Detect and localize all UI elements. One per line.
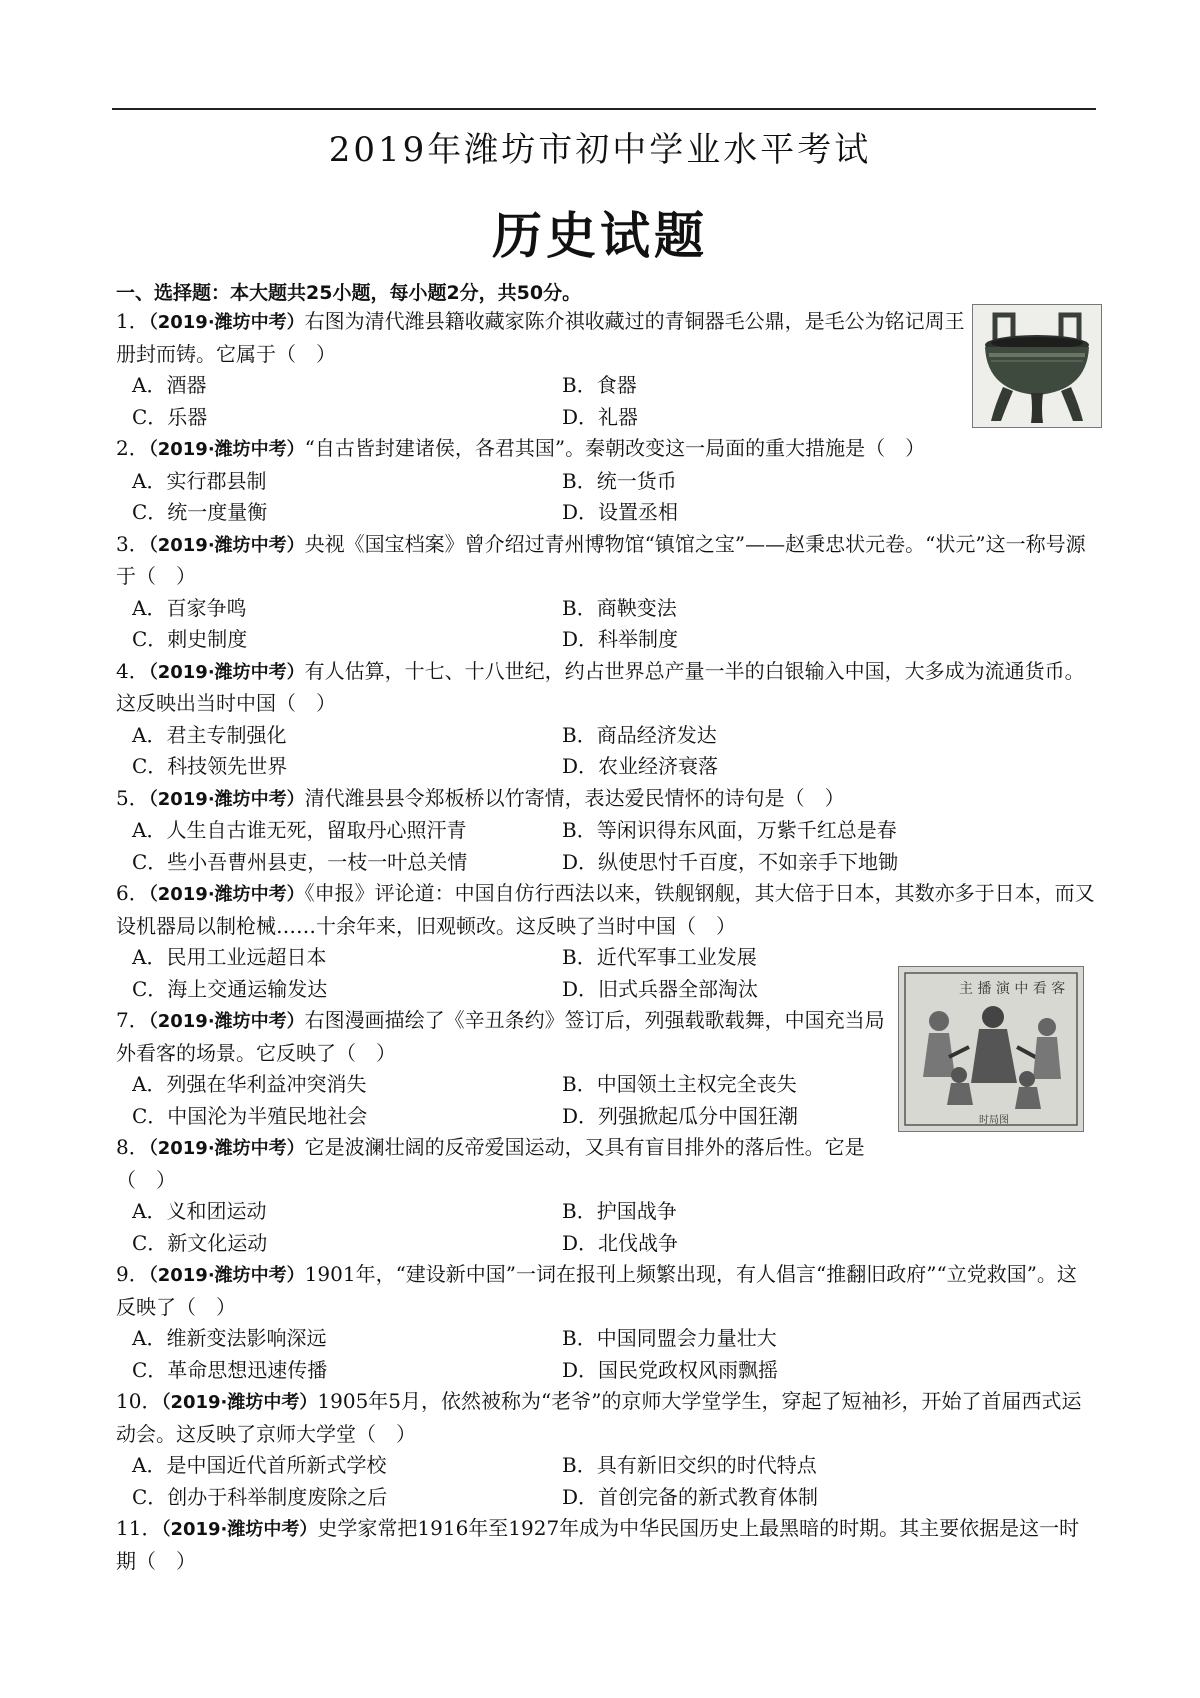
option-b: B．中国领土主权完全丧失 bbox=[562, 1072, 797, 1096]
option-d: D．设置丞相 bbox=[562, 500, 679, 524]
question-number: 10． bbox=[116, 1389, 162, 1413]
question-stem: 它是波澜壮阔的反帝爱国运动，又具有盲目排外的落后性。它是（ ） bbox=[116, 1135, 865, 1192]
option-a: A．是中国近代首所新式学校 bbox=[132, 1453, 387, 1477]
question-stem: 《申报》评论道：中国自仿行西法以来，铁舰钢舰，其大倍于日本，其数亦多于日本，而又设机器局以制枪械……十余年来，旧观顿改。这反映了当时中国（ ） bbox=[116, 881, 1095, 938]
option-d: D．国民党政权风雨飘摇 bbox=[562, 1357, 779, 1382]
question-4 bbox=[116, 656, 1096, 783]
question-number: 5． bbox=[116, 785, 149, 810]
question-number: 2． bbox=[116, 436, 149, 460]
option-c: C．革命思想迅速传播 bbox=[132, 1357, 328, 1382]
svg-text:主 播 演 中 看 客: 主 播 演 中 看 客 bbox=[959, 981, 1066, 997]
question-number: 11． bbox=[116, 1516, 162, 1540]
option-b: B．中国同盟会力量壮大 bbox=[562, 1326, 777, 1350]
question-list bbox=[116, 306, 1096, 1577]
question-1 bbox=[116, 306, 1096, 433]
question-source: （2019·潍坊中考） bbox=[148, 534, 305, 556]
question-number: 7． bbox=[116, 1008, 149, 1032]
question-3 bbox=[116, 529, 1096, 656]
top-rule bbox=[112, 108, 1096, 110]
question-source: （2019·潍坊中考） bbox=[148, 1011, 305, 1032]
question-stem: 1905年5月，依然被称为“老爷”的京师大学堂学生，穿起了短袖衫，开始了首届西式运动会。这反映了京师大学堂（ ） bbox=[116, 1389, 1082, 1446]
question-source: （2019·潍坊中考） bbox=[148, 1138, 305, 1159]
option-b: B．具有新旧交织的时代特点 bbox=[562, 1453, 817, 1477]
option-b: B．护国战争 bbox=[562, 1199, 677, 1223]
question-source: （2019·潍坊中考） bbox=[148, 884, 305, 905]
option-c: C．海上交通运输发达 bbox=[132, 976, 328, 1001]
question-number: 6． bbox=[116, 881, 149, 905]
question-source: （2019·潍坊中考） bbox=[148, 439, 305, 460]
option-c: C．些小吾曹州县吏，一枝一叶总关情 bbox=[132, 849, 468, 874]
option-a: A．维新变法影响深远 bbox=[132, 1326, 327, 1350]
question-5 bbox=[116, 783, 1096, 879]
option-c: C．创办于科举制度废除之后 bbox=[132, 1484, 388, 1509]
question-11 bbox=[116, 1513, 1096, 1577]
question-stem: 右图漫画描绘了《辛丑条约》签订后，列强载歌载舞，中国充当局外看客的场景。它反映了（ ） bbox=[116, 1008, 885, 1065]
question-stem: “自古皆封建诸侯，各君其国”。秦朝改变这一局面的重大措施是（ ） bbox=[304, 436, 926, 460]
option-d: D．科举制度 bbox=[562, 627, 679, 651]
question-stem: 有人估算，十七、十八世纪，约占世界总产量一半的白银输入中国，大多成为流通货币。这反映出当时中国（ ） bbox=[116, 658, 1085, 715]
question-stem: 1901年，“建设新中国”一词在报刊上频繁出现，有人倡言“推翻旧政府”“立党救国”。这反映了（ ） bbox=[116, 1262, 1077, 1319]
question-6 bbox=[116, 878, 1096, 1005]
option-c: C．科技领先世界 bbox=[132, 754, 288, 778]
option-d: D．纵使思忖千百度，不如亲手下地锄 bbox=[562, 849, 899, 874]
question-9 bbox=[116, 1259, 1096, 1386]
question-source: （2019·潍坊中考） bbox=[148, 661, 305, 683]
question-number: 1． bbox=[116, 309, 149, 333]
option-c: C．乐器 bbox=[132, 404, 208, 429]
section-heading: 一、选择题：本大题共25小题，每小题2分，共50分。 bbox=[116, 282, 582, 304]
option-a: A．酒器 bbox=[132, 373, 207, 397]
option-b: B．食器 bbox=[562, 373, 637, 397]
question-stem: 央视《国宝档案》曾介绍过青州博物馆“镇馆之宝”——赵秉忠状元卷。“状元”这一称号源于（ ） bbox=[116, 531, 1086, 588]
option-c: C．刺史制度 bbox=[132, 627, 248, 651]
option-a: A．百家争鸣 bbox=[132, 595, 247, 620]
option-c: C．新文化运动 bbox=[132, 1230, 268, 1255]
question-source: （2019·潍坊中考） bbox=[148, 312, 305, 333]
option-a: A．列强在华利益冲突消失 bbox=[132, 1072, 367, 1096]
option-a: A．实行郡县制 bbox=[132, 468, 267, 493]
subject-title: 历史试题 bbox=[492, 207, 708, 265]
question-10 bbox=[116, 1386, 1096, 1513]
question-stem: 清代潍县县令郑板桥以竹寄情，表达爱民情怀的诗句是（ ） bbox=[304, 785, 845, 810]
question-number: 3． bbox=[116, 531, 149, 556]
cartoon-caption: 时局图 bbox=[979, 1115, 1009, 1126]
option-a: A．君主专制强化 bbox=[132, 722, 287, 747]
option-c: C．中国沦为半殖民地社会 bbox=[132, 1103, 368, 1128]
question-7 bbox=[116, 1005, 1096, 1132]
option-b: B．商鞅变法 bbox=[562, 595, 677, 620]
option-a: A．人生自古谁无死，留取丹心照汗青 bbox=[132, 818, 467, 842]
option-a: A．民用工业远超日本 bbox=[132, 945, 327, 969]
option-d: D．农业经济衰落 bbox=[562, 754, 719, 778]
option-c: C．统一度量衡 bbox=[132, 500, 268, 524]
question-source: （2019·潍坊中考） bbox=[161, 1519, 318, 1540]
question-8 bbox=[116, 1132, 1096, 1259]
question-source: （2019·潍坊中考） bbox=[148, 788, 305, 810]
question-number: 9． bbox=[116, 1262, 149, 1286]
question-source: （2019·潍坊中考） bbox=[161, 1392, 318, 1413]
option-d: D．旧式兵器全部淘汰 bbox=[562, 976, 759, 1001]
question-number: 4． bbox=[116, 658, 149, 683]
exam-title: 2019年潍坊市初中学业水平考试 bbox=[328, 130, 872, 170]
option-b: B．近代军事工业发展 bbox=[562, 945, 757, 969]
option-b: B．等闲识得东风面，万紫千红总是春 bbox=[562, 818, 897, 842]
question-source: （2019·潍坊中考） bbox=[148, 1265, 305, 1286]
question-stem: 右图为清代潍县籍收藏家陈介祺收藏过的青铜器毛公鼎，是毛公为铭记周王册封而铸。它属于（ ） bbox=[116, 309, 965, 366]
question-number: 8． bbox=[116, 1135, 149, 1159]
option-d: D．首创完备的新式教育体制 bbox=[562, 1484, 819, 1509]
question-stem: 史学家常把1916年至1927年成为中华民国历史上最黑暗的时期。其主要依据是这一时期（ ） bbox=[116, 1516, 1080, 1573]
question-2 bbox=[116, 433, 1096, 529]
option-d: D．礼器 bbox=[562, 404, 639, 429]
option-a: A．义和团运动 bbox=[132, 1199, 267, 1223]
option-b: B．统一货币 bbox=[562, 468, 677, 493]
option-d: D．列强掀起瓜分中国狂潮 bbox=[562, 1103, 799, 1128]
option-b: B．商品经济发达 bbox=[562, 722, 717, 747]
option-d: D．北伐战争 bbox=[562, 1230, 679, 1255]
